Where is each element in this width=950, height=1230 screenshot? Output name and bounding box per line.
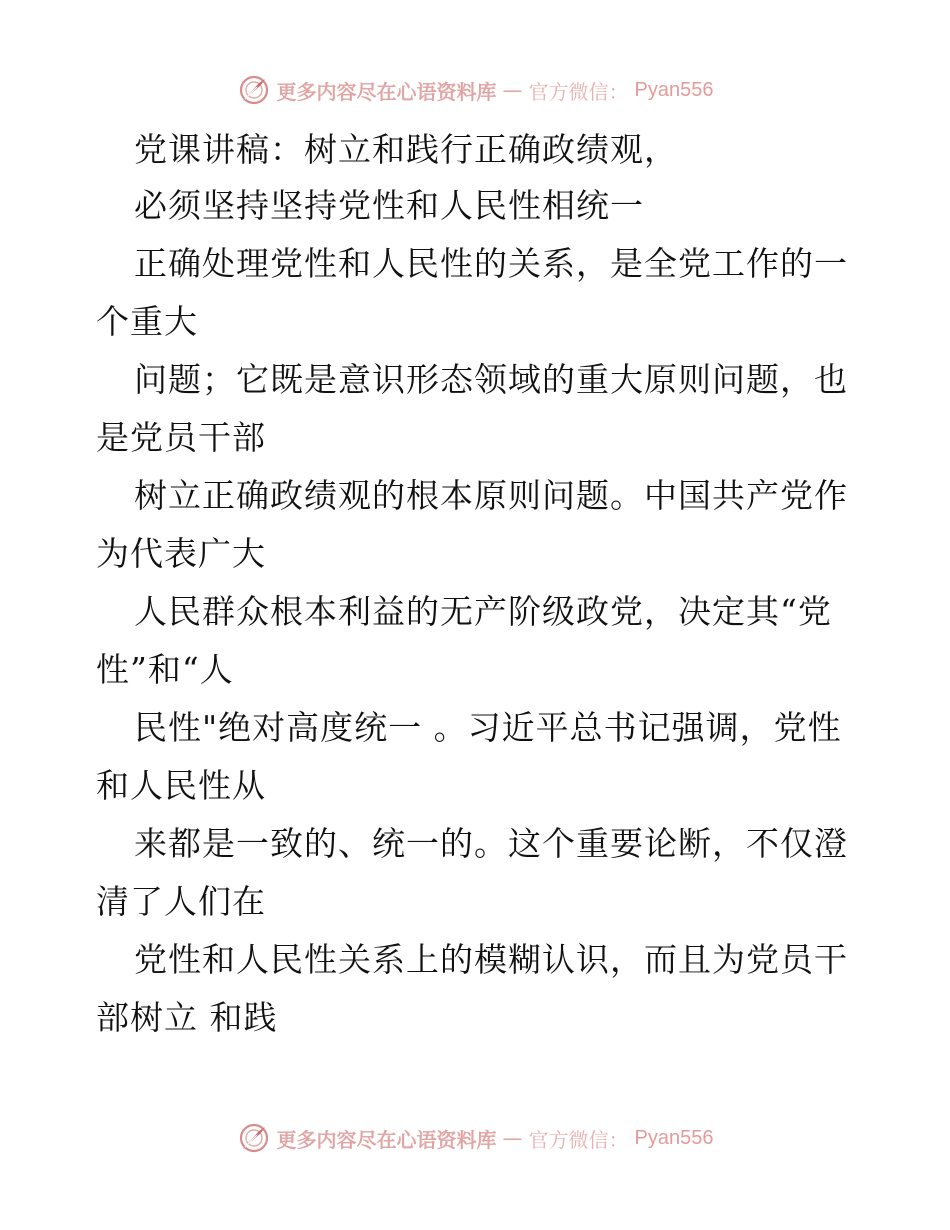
paragraph-line: 来都是一致的、统一的。这个重要论断，不仅澄: [134, 824, 848, 863]
quill-pen-logo-icon: [237, 1121, 271, 1155]
paragraph-line: 正确处理党性和人民性的关系，是全党工作的一: [134, 244, 848, 283]
paragraph-line: 民性"绝对高度统一 。习近平总书记强调，党性: [134, 708, 842, 747]
banner-wechat-label: 官方微信：: [528, 1127, 629, 1152]
banner-wechat-id: Pyan556: [634, 1126, 714, 1149]
quill-pen-logo-icon: [237, 73, 271, 107]
document-title-line-2: 必须坚持坚持党性和人民性相统一: [134, 186, 644, 225]
paragraph-line: 党性和人民性关系上的模糊认识，而且为党员干: [134, 940, 848, 979]
document-title-line-1: 党课讲稿：树立和践行正确政绩观，: [134, 130, 678, 169]
footer-watermark-banner: [0, 1116, 950, 1160]
banner-site-text: 更多内容尽在心语资料库: [276, 1127, 497, 1152]
paragraph-line: 为代表广大: [96, 534, 266, 573]
paragraph-line: 人民群众根本利益的无产阶级政党，决定其“党: [134, 592, 832, 631]
banner-site-text: 更多内容尽在心语资料库: [276, 79, 497, 104]
banner-wechat-id: Pyan556: [634, 78, 714, 101]
paragraph-line: 性”和“人: [96, 650, 234, 689]
banner-wechat-label: 官方微信：: [528, 79, 629, 104]
paragraph-line: 个重大: [96, 302, 198, 341]
header-watermark-banner: [0, 68, 950, 112]
paragraph-line: 树立正确政绩观的根本原则问题。中国共产党作: [134, 476, 848, 515]
paragraph-line: 是党员干部: [96, 418, 266, 457]
paragraph-line: 清了人们在: [96, 882, 266, 921]
paragraph-line: 和人民性从: [96, 766, 266, 805]
paragraph-line: 问题；它既是意识形态领域的重大原则问题，也: [134, 360, 848, 399]
paragraph-line: 部树立 和践: [96, 998, 278, 1037]
banner-separator: —: [502, 78, 523, 102]
banner-separator: —: [502, 1126, 523, 1150]
